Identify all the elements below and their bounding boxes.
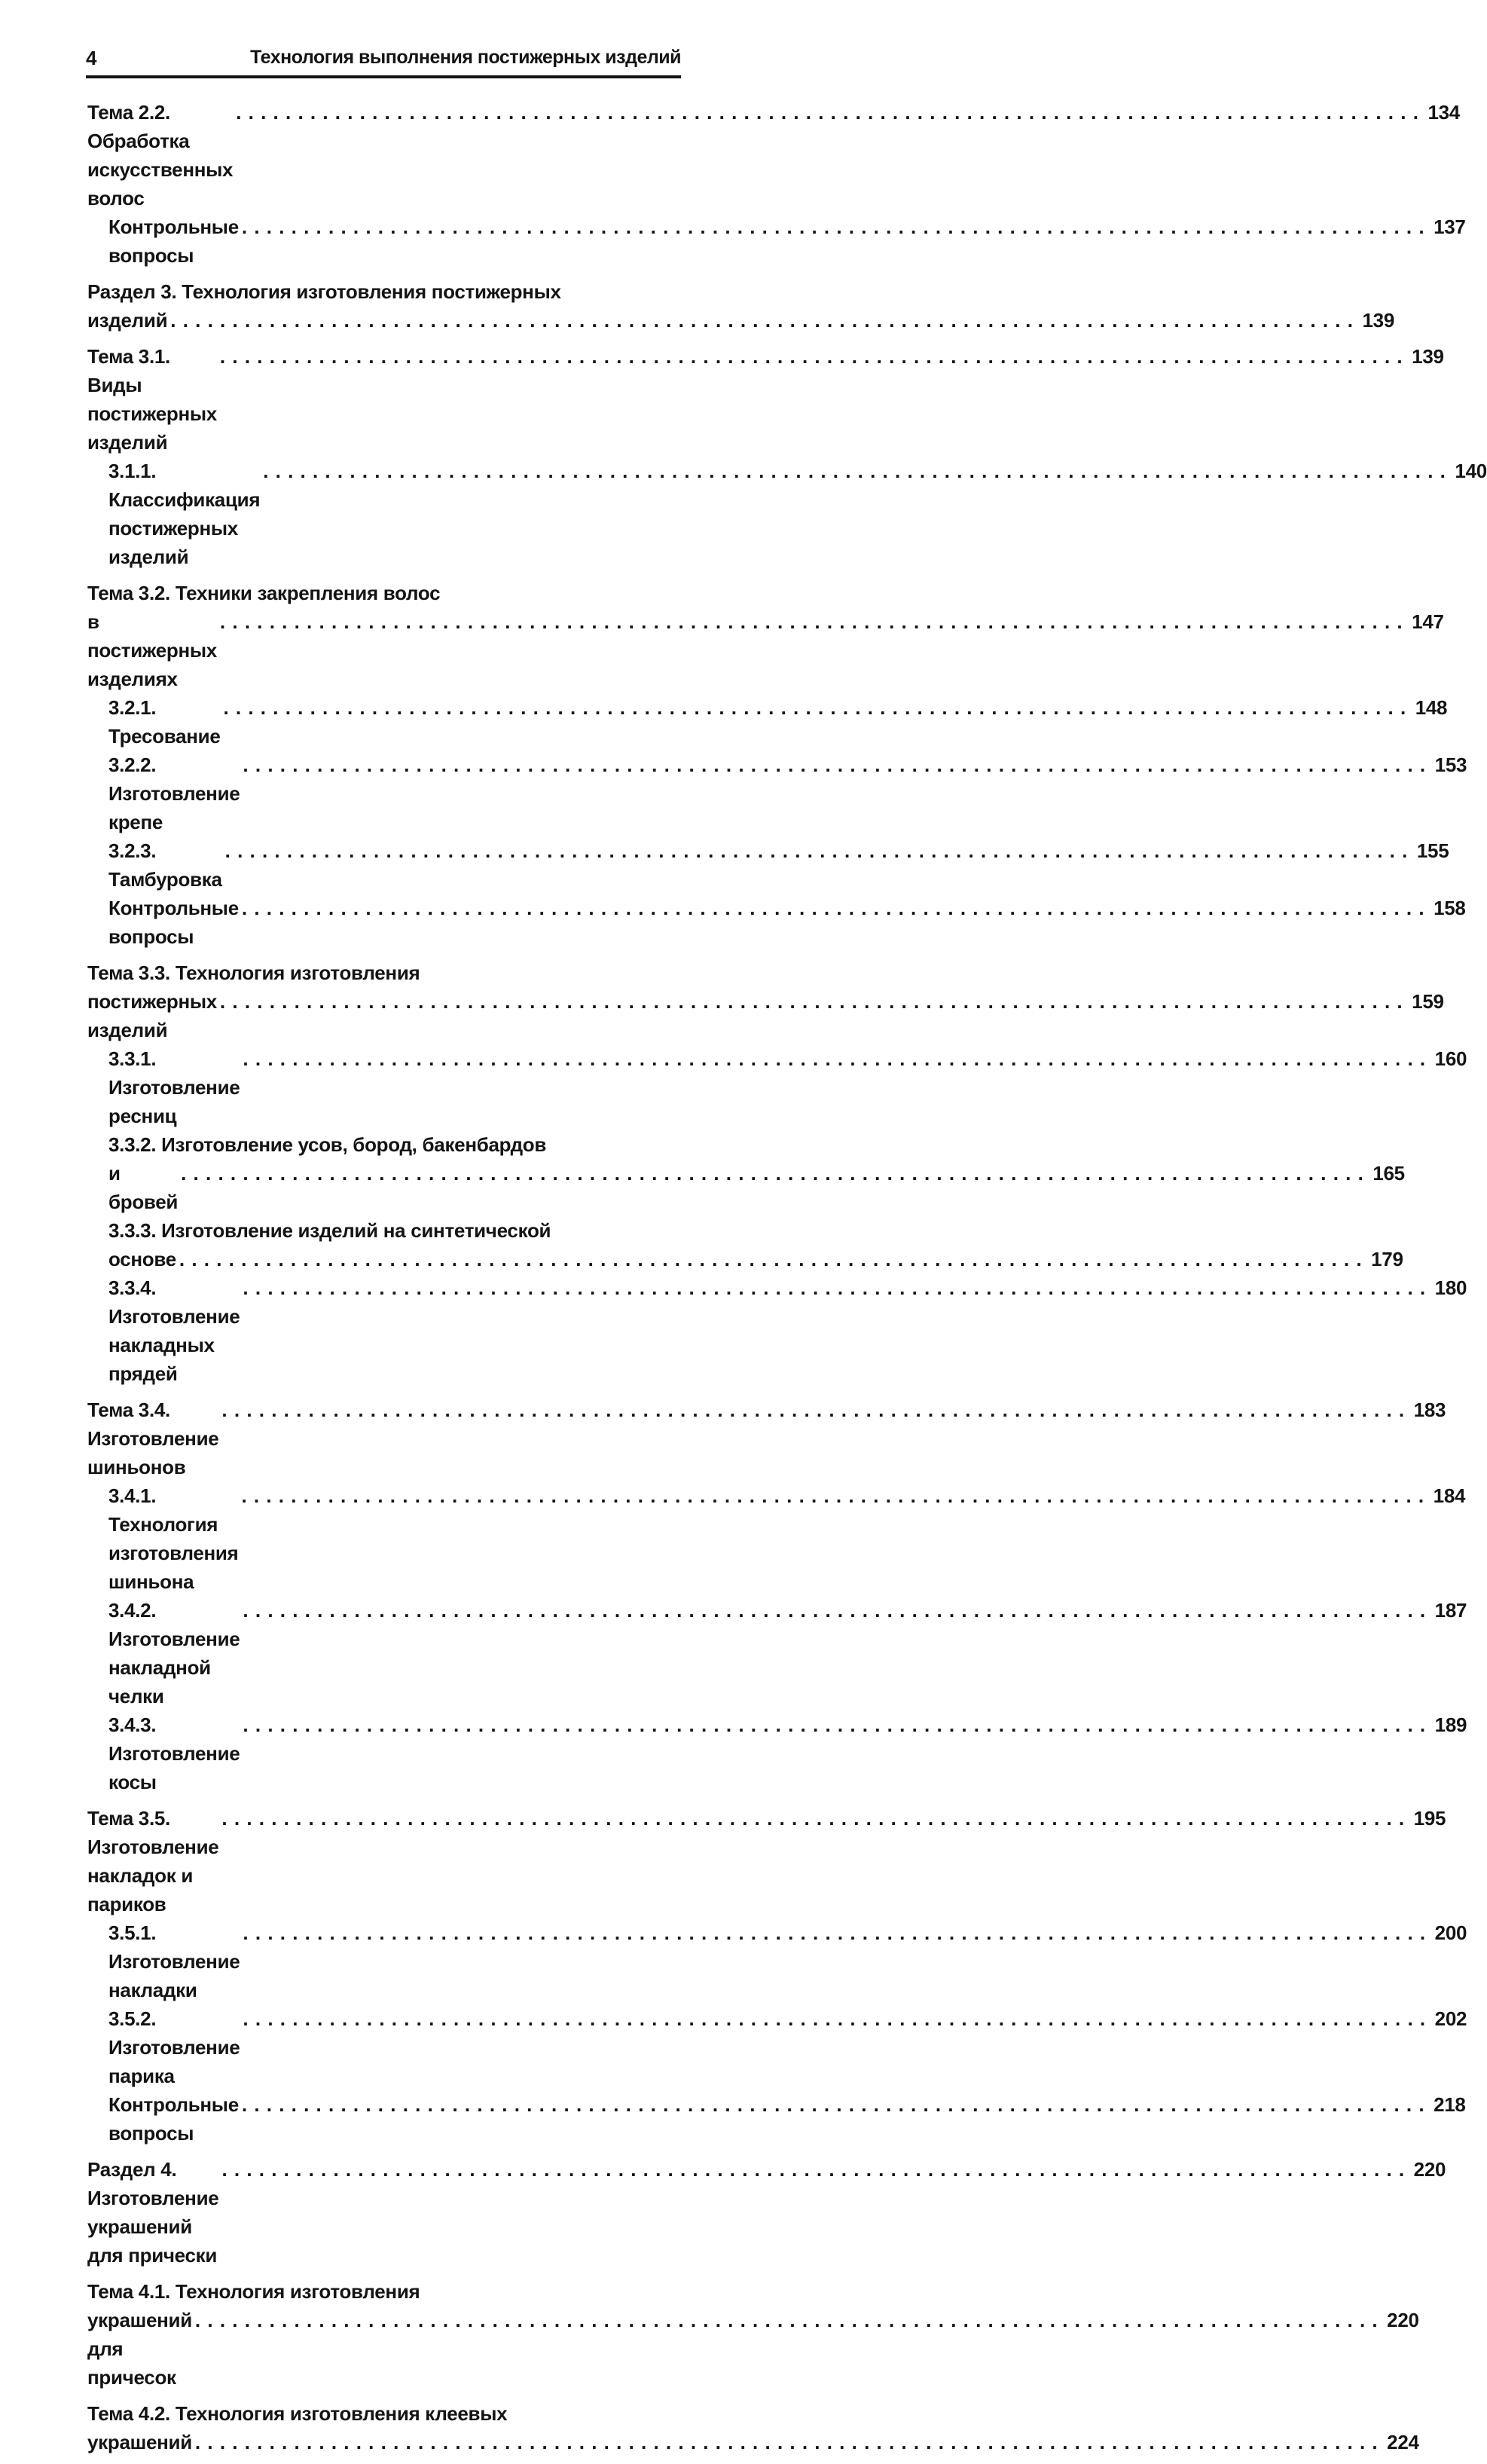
- toc-entry: [87, 579, 1444, 693]
- toc-entry-row: [108, 212, 1466, 270]
- toc-page-number: 179: [1371, 1248, 1403, 1270]
- toc-page-number: 220: [1387, 2309, 1419, 2331]
- dot-leader: [243, 1596, 1426, 1625]
- toc-entry: [87, 2277, 1419, 2392]
- toc-entry: [87, 342, 1444, 457]
- toc-entry-title: 3.4.3. Изготовление косы: [108, 1713, 240, 1793]
- toc-group: [87, 2155, 1446, 2270]
- toc-entry-title: 3.3.1. Изготовление ресниц: [108, 1047, 240, 1127]
- toc-page-number: 159: [1412, 990, 1444, 1013]
- toc-subentry: [87, 1044, 1467, 1130]
- toc-entry-row: [87, 306, 1394, 335]
- toc-subentry: [87, 693, 1448, 751]
- dot-leader: [221, 1804, 1405, 1833]
- toc-entry-row: [108, 1044, 1467, 1130]
- toc-page-number: 187: [1434, 1599, 1467, 1622]
- dot-leader: [243, 2004, 1426, 2033]
- toc-entry-title: 3.2.3. Тамбуровка: [108, 839, 222, 891]
- toc-page-number: 220: [1413, 2158, 1446, 2181]
- toc-page-number: 147: [1412, 610, 1444, 633]
- toc-entry-title: Раздел 3. Технология изготовления постижерных: [87, 280, 561, 303]
- toc-entry: [87, 958, 1444, 1044]
- toc-entry-row: [108, 1918, 1467, 2004]
- dot-leader: [195, 2306, 1379, 2334]
- toc-entry-row: [108, 693, 1448, 751]
- dot-leader: [242, 894, 1425, 922]
- page-number: 4: [86, 47, 97, 69]
- toc-entry-title: Контрольные вопросы: [108, 216, 239, 267]
- dot-leader: [243, 1273, 1426, 1302]
- toc-entry-row: [87, 2428, 1419, 2456]
- toc-page-number: 200: [1434, 1921, 1467, 1944]
- toc-entry-title: 3.1.1. Классификация постижерных изделий: [108, 460, 261, 568]
- toc-entry-row: [108, 2004, 1467, 2090]
- toc-entry-title: 3.3.4. Изготовление накладных прядей: [108, 1276, 240, 1385]
- toc-entry-title: Тема 4.2. Технология изготовления клеевых: [87, 2402, 508, 2425]
- dot-leader: [223, 693, 1406, 722]
- toc-subentry: [87, 836, 1449, 894]
- dot-leader: [243, 1918, 1426, 1947]
- toc-page-number: 158: [1434, 897, 1466, 919]
- toc-page-number: 189: [1434, 1713, 1467, 1736]
- toc-group: [87, 277, 1394, 335]
- toc-group: [87, 1396, 1467, 1796]
- toc-page-number: 148: [1415, 696, 1448, 719]
- toc-entry-title: Тема 2.2. Обработка искусственных волос: [87, 101, 234, 209]
- toc-group: [87, 579, 1467, 951]
- toc-group: [87, 2277, 1419, 2392]
- toc-group: [87, 342, 1487, 571]
- toc-subentry: [87, 1481, 1466, 1596]
- toc-entry-row: [108, 1710, 1467, 1796]
- toc-group: [87, 98, 1466, 270]
- toc-entry-row: [108, 751, 1467, 836]
- toc-entry-title: Тема 4.1. Технология изготовления: [87, 2280, 420, 2303]
- toc-entry-row: [108, 1596, 1467, 1710]
- toc-page-number: 165: [1372, 1162, 1405, 1185]
- toc-entry-title: Тема 3.3. Технология изготовления: [87, 961, 420, 984]
- page-header: [86, 44, 681, 78]
- dot-leader: [221, 1396, 1405, 1424]
- toc-entry-row: [87, 342, 1444, 457]
- toc-subentry: [87, 2090, 1466, 2148]
- toc-entry-row: [87, 607, 1444, 693]
- toc-entry-row: [108, 836, 1449, 894]
- toc-entry-title: Раздел 4. Изготовление украшений для прически: [87, 2158, 219, 2267]
- toc-entry-row: [108, 1159, 1405, 1216]
- toc-entry-title: Тема 3.2. Техники закрепления волос: [87, 582, 441, 604]
- dot-leader: [243, 1710, 1426, 1739]
- toc-entry: [87, 1804, 1446, 1918]
- toc-subentry: [87, 894, 1466, 951]
- toc-entry-title: 3.4.1. Технология изготовления шиньона: [108, 1484, 239, 1593]
- dot-leader: [242, 2090, 1425, 2119]
- dot-leader: [236, 98, 1419, 127]
- toc-subentry: [87, 1273, 1467, 1388]
- running-title: Технология выполнения постижерных изделий: [250, 47, 681, 68]
- toc-page-number: 153: [1434, 754, 1467, 776]
- dot-leader: [179, 1245, 1363, 1273]
- dot-leader: [170, 306, 1354, 335]
- toc-page-number: 139: [1362, 309, 1394, 332]
- toc-entry-row: [108, 894, 1466, 951]
- toc-entry-row: [87, 2306, 1419, 2392]
- toc-entry-title: в постижерных изделиях: [87, 610, 217, 690]
- toc-entry-title: Контрольные вопросы: [108, 2093, 239, 2145]
- dot-leader: [225, 836, 1409, 865]
- toc-entry-title: Контрольные вопросы: [108, 897, 239, 948]
- toc-entry-title: 3.2.2. Изготовление крепе: [108, 754, 240, 833]
- toc-entry-row: [87, 1396, 1446, 1481]
- toc-entry: [87, 277, 1394, 335]
- table-of-contents: [87, 98, 1487, 2464]
- toc-subentry: [87, 2004, 1467, 2090]
- toc-entry-row: [87, 98, 1460, 212]
- toc-page-number: 134: [1427, 101, 1460, 124]
- toc-entry-title: 3.5.1. Изготовление накладки: [108, 1921, 240, 2001]
- toc-entry-title: изделий: [87, 309, 168, 332]
- dot-leader: [221, 2155, 1405, 2184]
- toc-page-number: 137: [1434, 216, 1466, 238]
- dot-leader: [195, 2428, 1379, 2456]
- toc-entry-title: 3.4.2. Изготовление накладной челки: [108, 1599, 240, 1707]
- dot-leader: [220, 987, 1403, 1016]
- toc-entry-row: [108, 2090, 1466, 2148]
- toc-entry-title: 3.3.2. Изготовление усов, бород, бакенбардов: [108, 1133, 547, 1156]
- toc-entry: [87, 2399, 1419, 2456]
- toc-page-number: 218: [1434, 2093, 1466, 2116]
- toc-page-number: 224: [1387, 2431, 1419, 2453]
- toc-page-number: 195: [1413, 1807, 1446, 1830]
- dot-leader: [243, 1044, 1426, 1073]
- toc-page-number: 184: [1433, 1484, 1466, 1507]
- toc-subentry: [87, 1216, 1403, 1273]
- toc-entry-title: Тема 3.5. Изготовление накладок и париков: [87, 1807, 219, 1915]
- toc-subentry: [87, 751, 1467, 836]
- toc-entry-title: постижерных изделий: [87, 990, 217, 1041]
- toc-entry-title: 3.3.3. Изготовление изделий на синтетической: [108, 1219, 551, 1242]
- toc-entry-row: [108, 457, 1487, 571]
- toc-page-number: 183: [1413, 1399, 1446, 1421]
- dot-leader: [242, 212, 1425, 241]
- toc-page-number: 140: [1455, 460, 1487, 482]
- toc-entry-title: Тема 3.4. Изготовление шиньонов: [87, 1399, 219, 1478]
- toc-subentry: [87, 212, 1466, 270]
- toc-entry: [87, 2155, 1446, 2270]
- toc-entry-title: 3.5.2. Изготовление парика: [108, 2007, 240, 2087]
- toc-entry-title: 3.2.1. Тресование: [108, 696, 221, 747]
- dot-leader: [220, 607, 1403, 636]
- toc-entry-title: украшений для причесок: [87, 2309, 192, 2389]
- toc-entry-row: [108, 1273, 1467, 1388]
- toc-entry-title: украшений: [87, 2431, 192, 2453]
- toc-page-number: 155: [1416, 839, 1449, 862]
- dot-leader: [220, 342, 1403, 371]
- toc-entry-title: и бровей: [108, 1162, 179, 1213]
- toc-entry-row: [87, 987, 1444, 1044]
- toc-subentry: [87, 1710, 1467, 1796]
- toc-page-number: 139: [1412, 345, 1444, 368]
- toc-entry-row: [87, 1804, 1446, 1918]
- toc-subentry: [87, 1130, 1405, 1216]
- toc-group: [87, 2399, 1419, 2456]
- dot-leader: [241, 1481, 1424, 1510]
- toc-entry-title: Тема 3.1. Виды постижерных изделий: [87, 345, 217, 454]
- toc-page-number: 180: [1434, 1276, 1467, 1299]
- toc-entry-title: основе: [108, 1248, 176, 1270]
- toc-page-number: 202: [1434, 2007, 1467, 2030]
- dot-leader: [181, 1159, 1364, 1188]
- toc-entry: [87, 1396, 1446, 1481]
- toc-group: [87, 958, 1467, 1388]
- toc-entry-row: [108, 1245, 1403, 1273]
- toc-entry: [87, 98, 1460, 212]
- toc-entry-row: [108, 1481, 1466, 1596]
- toc-subentry: [87, 1596, 1467, 1710]
- toc-entry-row: [87, 2155, 1446, 2270]
- dot-leader: [243, 751, 1426, 779]
- toc-group: [87, 1804, 1467, 2148]
- toc-page-number: 160: [1434, 1047, 1467, 1070]
- toc-subentry: [87, 457, 1487, 571]
- dot-leader: [263, 457, 1446, 485]
- toc-subentry: [87, 1918, 1467, 2004]
